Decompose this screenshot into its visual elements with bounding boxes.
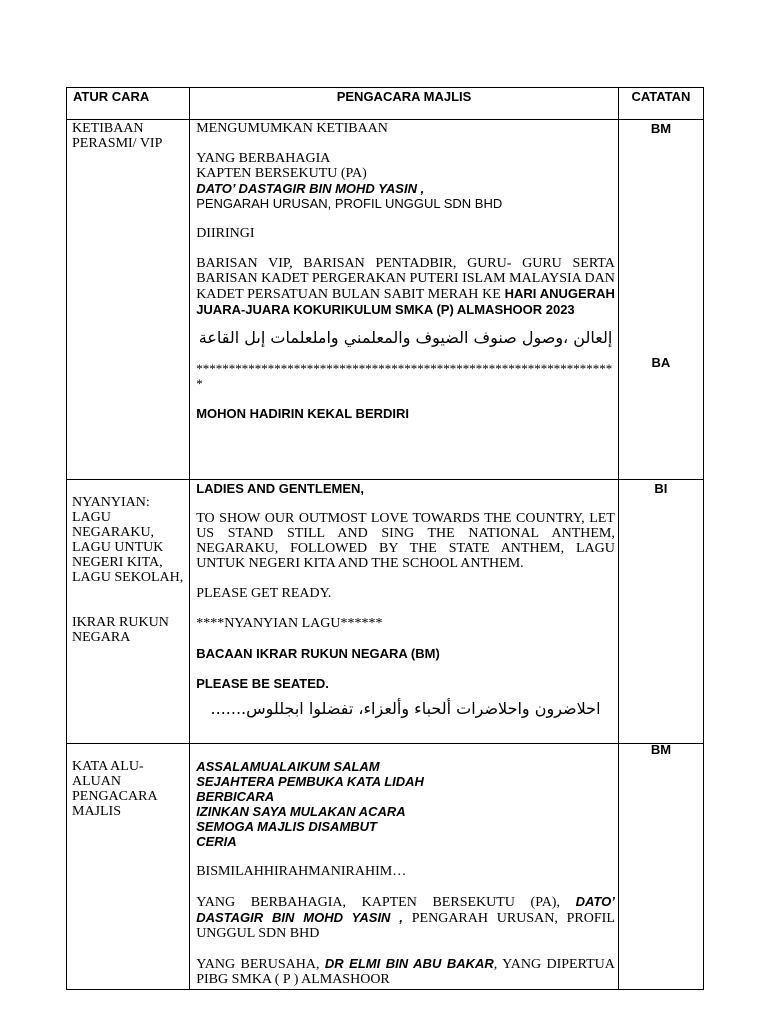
yb-paragraph [196,894,615,941]
catatan-cell [618,744,703,990]
yb-prefix: YANG BERBAHAGIA, KAPTEN BERSEKUTU (PA), [196,895,560,910]
pantun-line: ASSALAMUALAIKUM SALAM [196,759,380,774]
diiringi-text: DIIRINGI [196,226,255,241]
arabic-seated: احلاضرون واحلاضرات ألحباء وألعزاء، تفضلوا ابجللوس....... [210,699,601,718]
ladies-text: LADIES AND GENTLEMEN, [196,481,364,496]
kapten-text: KAPTEN BERSEKUTU (PA) [196,166,367,181]
pengacara-cell [190,744,619,990]
catatan-bi: BI [654,481,668,496]
pantun-line: SEJAHTERA PEMBUKA KATA LIDAH [196,774,424,789]
catatan-ba: BA [651,355,671,370]
atur-cara-text: KETIBAAN PERASMI/ VIP [72,121,163,151]
pengacara-cell [190,120,619,480]
bismillah-text: BISMILAHHIRAHMANIRAHIM… [196,864,407,879]
mohon-text: MOHON HADIRIN KEKAL BERDIRI [196,406,410,421]
catatan-bm: BM [650,121,672,136]
event-name: HARI ANUGERAH JUARA-JUARA KOKURIKULUM SMKA (P) ALMASHOOR 2023 [196,286,615,317]
header-pengacara-majlis: PENGACARA MAJLIS [190,88,619,120]
pantun-line: BERBICARA [196,789,275,804]
barisan-paragraph [196,256,615,318]
table-row [67,480,704,744]
separator-stars: ***************************************************************** [196,361,613,391]
atur-cara-ikrar: IKRAR RUKUN NEGARA [72,615,169,645]
catatan-cell [618,480,703,744]
atur-cara-table [66,87,704,990]
yb2-paragraph [196,956,615,987]
pengarah-text: PENGARAH URUSAN, PROFIL UNGGUL SDN BHD [196,196,503,211]
bacaan-text: BACAAN IKRAR RUKUN NEGARA (BM) [196,646,440,661]
atur-cara-cell [67,744,190,990]
barisan-text: BARISAN VIP, BARISAN PENTADBIR, GURU- GURU SERTA BARISAN KADET PERGERAKAN PUTERI ISLAM MALAYSIA DAN KADET PERSATUAN BULAN SABIT MERAH KE [196,256,615,302]
header-catatan: CATATAN [618,88,703,120]
dato-name: DATO’ DASTAGIR BIN MOHD YASIN , [196,894,615,925]
catatan-cell [618,120,703,480]
table-row [67,120,704,480]
announce-text: MENGUMUMKAN KETIBAAN [196,121,388,136]
atur-cara-nyanyian: NYANYIAN: LAGU NEGARAKU, LAGU UNTUK NEGERI KITA, LAGU SEKOLAH, [72,495,184,585]
pantun-line: IZINKAN SAYA MULAKAN ACARA [196,804,406,819]
anthem-paragraph: TO SHOW OUR OUTMOST LOVE TOWARDS THE COUNTRY, LET US STAND STILL AND SING THE NATIONAL ANTHEM, NEGARAKU, FOLLOWED BY THE STATE ANTHEM, LAGU UNTUK NEGERI KITA AND THE SCHOOL ANTHEM. [196,511,615,571]
seated-text: PLEASE BE SEATED. [196,676,329,691]
pantun-line: CERIA [196,834,237,849]
nyanyian-text: ****NYANYIAN LAGU****** [196,616,383,631]
pantun-line: SEMOGA MAJLIS DISAMBUT [196,819,377,834]
dato-name: DATO’ DASTAGIR BIN MOHD YASIN , [196,181,425,196]
elmi-name: DR ELMI BIN ABU BAKAR [324,956,494,971]
atur-cara-cell [67,120,190,480]
yb2-suffix: , YANG DIPERTUA PIBG SMKA ( P ) ALMASHOOR [196,957,615,987]
yb-text: YANG BERBAHAGIA [196,151,331,166]
arabic-announcement: إلعالن ،وصول صنوف الضيوف والمعلمني واملعلمات إىل القاعة [198,328,613,347]
table-header-row [67,88,704,120]
table-row [67,744,704,990]
atur-cara-kata-alu-aluan: KATA ALU-ALUAN PENGACARA MAJLIS [72,759,157,819]
catatan-bm: BM [650,742,672,757]
ready-text: PLEASE GET READY. [196,586,332,601]
header-atur-cara: ATUR CARA [67,88,190,120]
yb2-prefix: YANG BERUSAHA, [196,957,320,972]
atur-cara-cell [67,480,190,744]
pengarah-text: PENGARAH URUSAN, PROFIL UNGGUL SDN BHD [196,911,615,941]
pengacara-cell [190,480,619,744]
